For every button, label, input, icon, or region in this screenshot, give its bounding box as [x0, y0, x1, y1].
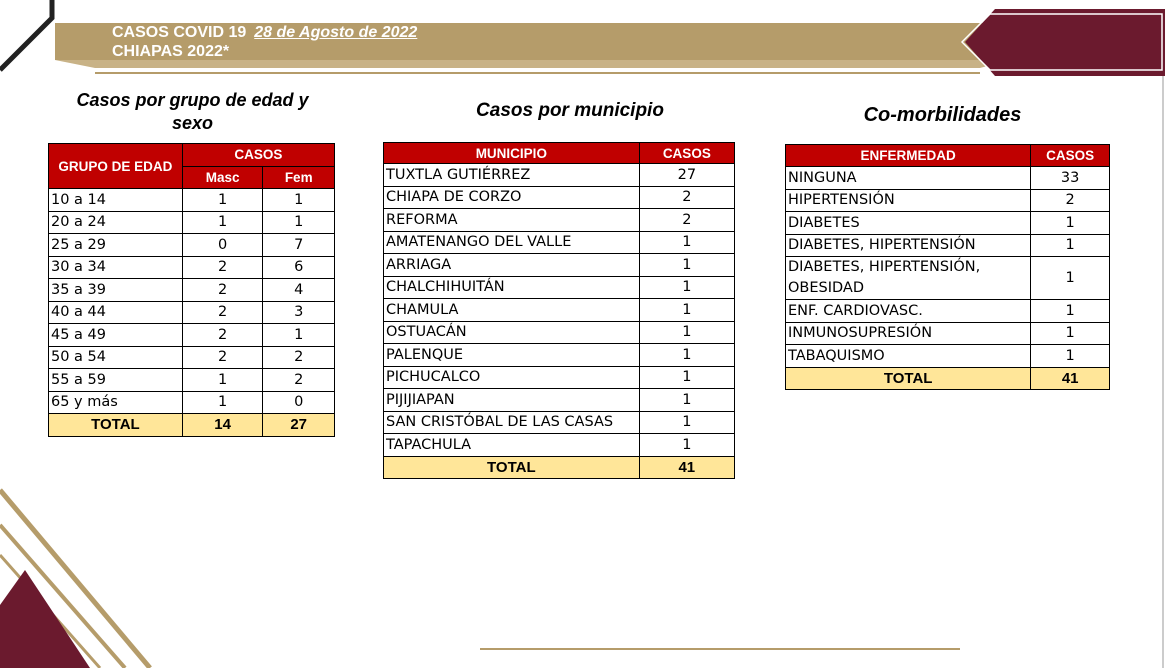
total-fem: 27 [263, 414, 335, 437]
municipio-cases-cell: 1 [639, 411, 734, 434]
municipio-cases-cell: 1 [639, 389, 734, 412]
municipio-name-cell: CHAMULA [384, 299, 640, 322]
masc-count-cell: 2 [182, 324, 263, 347]
header-line2: CHIAPAS 2022* [112, 43, 230, 60]
table-row [384, 164, 735, 187]
enfermedad-cases-cell: 33 [1031, 167, 1110, 190]
municipio-section-title: Casos por municipio [476, 100, 664, 121]
age-group-cell: 25 a 29 [49, 234, 183, 257]
table-row [49, 301, 335, 324]
municipio-cases-cell: 1 [639, 434, 734, 457]
municipio-name-cell: PICHUCALCO [384, 366, 640, 389]
age-group-cell: 50 a 54 [49, 346, 183, 369]
age-group-cell: 10 a 14 [49, 189, 183, 212]
total-row [49, 414, 335, 437]
comorb-section-title: Co-morbilidades [863, 104, 1022, 126]
total-cases: 41 [1031, 367, 1110, 390]
age-group-cell: 35 a 39 [49, 279, 183, 302]
enfermedad-name-cell: TABAQUISMO [786, 345, 1031, 368]
municipio-cases-cell: 2 [639, 209, 734, 232]
municipio-cases-cell: 1 [639, 299, 734, 322]
total-label: TOTAL [786, 367, 1031, 390]
municipio-name-cell: OSTUACÁN [384, 321, 640, 344]
total-row [384, 456, 735, 479]
header-banner-shadow [55, 60, 1010, 68]
table-row [49, 234, 335, 257]
masc-count-cell: 0 [182, 234, 263, 257]
masc-count-cell: 1 [182, 211, 263, 234]
total-label: TOTAL [384, 456, 640, 479]
table-row [384, 299, 735, 322]
fem-count-cell: 2 [263, 346, 335, 369]
table-row [786, 257, 1110, 300]
enfermedad-cases-cell: 1 [1031, 300, 1110, 323]
fem-count-cell: 1 [263, 211, 335, 234]
table-row [49, 256, 335, 279]
age-table [48, 143, 335, 437]
age-head-fem: Fem [263, 166, 335, 189]
header-date: 28 de Agosto de 2022 [254, 24, 418, 41]
municipio-name-cell: ARRIAGA [384, 254, 640, 277]
enfermedad-name-cell: HIPERTENSIÓN [786, 189, 1031, 212]
enfermedad-name-cell: DIABETES, HIPERTENSIÓN, OBESIDAD [786, 257, 1031, 300]
com-head-cases: CASOS [1031, 145, 1110, 167]
header-title [112, 23, 417, 61]
municipio-name-cell: SAN CRISTÓBAL DE LAS CASAS [384, 411, 640, 434]
masc-count-cell: 1 [182, 391, 263, 414]
table-row [384, 186, 735, 209]
fem-count-cell: 2 [263, 369, 335, 392]
maroon-tab [965, 9, 1165, 76]
com-head-name: ENFERMEDAD [786, 145, 1031, 167]
enfermedad-name-cell: ENF. CARDIOVASC. [786, 300, 1031, 323]
municipio-name-cell: PIJIJIAPAN [384, 389, 640, 412]
masc-count-cell: 1 [182, 189, 263, 212]
table-row [384, 209, 735, 232]
municipio-name-cell: REFORMA [384, 209, 640, 232]
municipio-name-cell: TAPACHULA [384, 434, 640, 457]
fem-count-cell: 7 [263, 234, 335, 257]
fem-count-cell: 0 [263, 391, 335, 414]
municipio-cases-cell: 1 [639, 231, 734, 254]
masc-count-cell: 1 [182, 369, 263, 392]
table-row [786, 345, 1110, 368]
fem-count-cell: 6 [263, 256, 335, 279]
enfermedad-name-cell: INMUNOSUPRESIÓN [786, 322, 1031, 345]
municipio-cases-cell: 1 [639, 254, 734, 277]
total-masc: 14 [182, 414, 263, 437]
fem-count-cell: 4 [263, 279, 335, 302]
fem-count-cell: 3 [263, 301, 335, 324]
table-row [384, 276, 735, 299]
municipio-cases-cell: 1 [639, 321, 734, 344]
age-group-cell: 20 a 24 [49, 211, 183, 234]
age-group-cell: 65 y más [49, 391, 183, 414]
age-group-cell: 45 a 49 [49, 324, 183, 347]
comorb-table [785, 144, 1110, 390]
municipio-cases-cell: 27 [639, 164, 734, 187]
municipio-cases-cell: 1 [639, 366, 734, 389]
table-row [49, 279, 335, 302]
table-row [384, 321, 735, 344]
municipio-name-cell: TUXTLA GUTIÉRREZ [384, 164, 640, 187]
total-cases: 41 [639, 456, 734, 479]
header-line1: CASOS COVID 19 [112, 24, 247, 41]
age-head-cases: CASOS [182, 144, 334, 167]
municipio-cases-cell: 2 [639, 186, 734, 209]
age-group-cell: 30 a 34 [49, 256, 183, 279]
enfermedad-name-cell: DIABETES [786, 212, 1031, 235]
municipio-name-cell: PALENQUE [384, 344, 640, 367]
table-row [49, 189, 335, 212]
table-row [786, 189, 1110, 212]
enfermedad-name-cell: DIABETES, HIPERTENSIÓN [786, 234, 1031, 257]
mun-head-name: MUNICIPIO [384, 143, 640, 164]
table-row [384, 366, 735, 389]
table-row [49, 369, 335, 392]
masc-count-cell: 2 [182, 279, 263, 302]
table-row [49, 391, 335, 414]
municipio-name-cell: AMATENANGO DEL VALLE [384, 231, 640, 254]
age-head-group: GRUPO DE EDAD [49, 144, 183, 189]
municipio-cases-cell: 1 [639, 344, 734, 367]
age-group-cell: 55 a 59 [49, 369, 183, 392]
enfermedad-cases-cell: 2 [1031, 189, 1110, 212]
enfermedad-name-cell: NINGUNA [786, 167, 1031, 190]
total-label: TOTAL [49, 414, 183, 437]
fem-count-cell: 1 [263, 189, 335, 212]
table-row [384, 231, 735, 254]
enfermedad-cases-cell: 1 [1031, 212, 1110, 235]
table-row [384, 411, 735, 434]
table-row [384, 434, 735, 457]
table-row [49, 211, 335, 234]
table-row [786, 300, 1110, 323]
mun-head-cases: CASOS [639, 143, 734, 164]
age-section-title: Casos por grupo de edad y sexo [76, 90, 309, 133]
table-row [786, 234, 1110, 257]
enfermedad-cases-cell: 1 [1031, 322, 1110, 345]
maroon-corner [0, 570, 90, 668]
masc-count-cell: 2 [182, 346, 263, 369]
table-row [49, 324, 335, 347]
municipio-name-cell: CHIAPA DE CORZO [384, 186, 640, 209]
enfermedad-cases-cell: 1 [1031, 345, 1110, 368]
corner-line [0, 0, 52, 70]
total-row [786, 367, 1110, 390]
municipio-name-cell: CHALCHIHUITÁN [384, 276, 640, 299]
table-row [49, 346, 335, 369]
table-row [384, 344, 735, 367]
table-row [786, 167, 1110, 190]
table-row [384, 389, 735, 412]
table-row [786, 212, 1110, 235]
municipio-cases-cell: 1 [639, 276, 734, 299]
table-row [384, 254, 735, 277]
fem-count-cell: 1 [263, 324, 335, 347]
table-row [786, 322, 1110, 345]
age-head-masc: Masc [182, 166, 263, 189]
municipio-table [383, 142, 735, 479]
masc-count-cell: 2 [182, 256, 263, 279]
enfermedad-cases-cell: 1 [1031, 257, 1110, 300]
age-group-cell: 40 a 44 [49, 301, 183, 324]
masc-count-cell: 2 [182, 301, 263, 324]
enfermedad-cases-cell: 1 [1031, 234, 1110, 257]
